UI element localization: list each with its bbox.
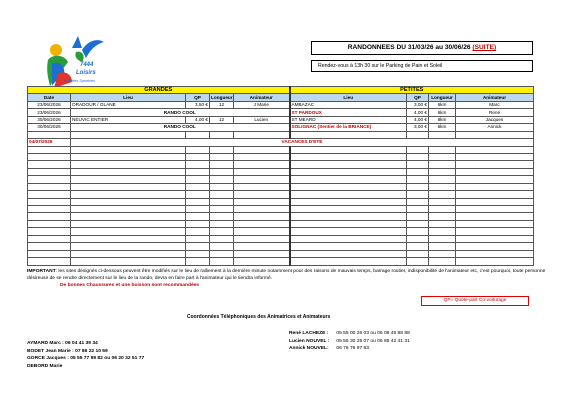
contact-item: GORCE Jacques : 05 55 77 99 82 ou 06 20 32 51 77 — [27, 356, 145, 362]
important-notice — [27, 268, 547, 282]
table-row — [28, 243, 534, 250]
logo-brand: 7444 — [80, 62, 94, 68]
table-row — [28, 109, 534, 116]
col-animateur-petites: Animateur — [456, 94, 534, 101]
cell-qp-petites: 4,00 € — [407, 109, 429, 116]
contacts-left — [27, 340, 144, 370]
table-row — [28, 176, 534, 183]
col-lieu-petites: Lieu — [290, 94, 407, 101]
table-row — [28, 191, 534, 198]
column-header-row — [28, 94, 534, 101]
cell-qp: 3,50 € — [186, 101, 210, 108]
table-row — [28, 124, 534, 131]
cell-date: 23/06/2026 — [28, 101, 71, 108]
table-row — [28, 235, 534, 242]
contact-item: AYMARD Marc : 06 04 41 39 34 — [27, 341, 98, 346]
cell-lieu-petites: ST PARDOUX — [290, 109, 407, 116]
cell-longueur-petites: 6km — [429, 109, 456, 116]
cell-longueur: 12 — [210, 116, 234, 123]
col-lieu: Lieu — [71, 94, 186, 101]
cell-animateur-petites: Marc — [456, 101, 534, 108]
contact-item: DEBORD Marie — [27, 363, 63, 369]
important-label: IMPORTANT — [27, 269, 56, 274]
logo-tagline: Activités Sportives — [64, 79, 96, 83]
cell-lieu-petites: AMBAZAC — [290, 101, 407, 108]
contact-phone: 05 55 30 25 07 ou 06 85 42 41 31 — [336, 338, 410, 344]
contact-name: Annick NOUVEL: — [289, 346, 329, 352]
qp-legend: QP= Quote-part Co-voiturage — [421, 296, 529, 306]
contact-item: BODET Jean Marie : 07 86 22 10 59 — [27, 348, 108, 354]
cell-longueur: 12 — [210, 101, 234, 108]
cell-rando-cool: RANDO COOL — [71, 109, 290, 116]
cell-animateur-petites: Jacques — [456, 116, 534, 123]
group-petites: PETITES — [290, 87, 534, 94]
recommendation: De bonnes Chaussures et une boisson sont recommandées — [60, 283, 200, 288]
col-qp-petites: QP — [407, 94, 429, 101]
contact-item — [289, 345, 410, 353]
table-row — [28, 146, 534, 153]
col-longueur-petites: Longueur — [429, 94, 456, 101]
cell-animateur: J Marie — [234, 101, 290, 108]
cell-animateur: Lucien — [234, 116, 290, 123]
cell-animateur-petites: Annick — [456, 124, 534, 131]
cell-animateur-petites: René — [456, 109, 534, 116]
table-row — [28, 161, 534, 168]
table-row — [28, 116, 534, 123]
important-text: : les sites désignés ci-dessous peuvent être modifiés sur le lieu de ralliement à la dernière minute notamment pour des raisons de mauvais temps, barrage routier, indisponibilité de l'animateur etc, c'est pourquoi, toute personne désireuse de se rendre directement sur le lieu de la rando, devra en faire part à l'animateur qui le tiendra informé. — [27, 269, 546, 282]
table-row — [28, 168, 534, 175]
meeting-point: Rendez-vous à 13h 30 sur le Parking de Pain et Soleil — [311, 60, 533, 72]
table-row — [28, 153, 534, 160]
contact-phone: 06 76 76 97 63 — [336, 346, 369, 352]
cell-lieu-petites: ST MEARD — [290, 116, 407, 123]
schedule-table — [27, 86, 534, 266]
table-row — [28, 250, 534, 257]
cell-date: 30/06/2026 — [28, 116, 71, 123]
contact-phone: 05 55 00 26 03 ou 06 08 45 88 88 — [336, 331, 410, 336]
title-suite: (SUITE) — [472, 44, 497, 51]
cell-qp-petites: 3,00 € — [407, 101, 429, 108]
contact-item — [289, 330, 410, 338]
cell-lieu-petites: SOLIGNAC (Sentier de la BRIANCE) — [290, 124, 407, 131]
cell-qp-petites: 3,00 € — [407, 124, 429, 131]
table-row — [28, 213, 534, 220]
cell-qp: 4,00 € — [186, 116, 210, 123]
group-grandes: GRANDES — [28, 87, 290, 94]
table-row — [28, 101, 534, 108]
page-title — [311, 41, 533, 55]
cell-longueur-petites: 6km — [429, 124, 456, 131]
col-qp: QP — [186, 94, 210, 101]
cell-vacances-date: 04/07/2026 — [28, 139, 71, 146]
cell-lieu: NEUVIC ENTIER — [71, 116, 186, 123]
contacts-right — [289, 330, 410, 353]
table-row — [28, 228, 534, 235]
col-longueur: Longueur — [211, 94, 233, 100]
cell-date: 23/06/2026 — [28, 109, 71, 116]
vacances-row — [28, 139, 534, 146]
col-date: Date — [28, 94, 71, 101]
cell-vacances-label: VACANCES D'ETE — [71, 139, 534, 146]
table-row — [28, 220, 534, 227]
contact-item — [289, 338, 410, 346]
club-logo — [42, 30, 114, 92]
logo-subtext: Loisirs — [76, 70, 96, 76]
contacts-title: Coordonnées Téléphoniques des Animatrices et Animateurs — [187, 314, 331, 320]
table-row — [28, 258, 534, 265]
group-header-row — [28, 87, 534, 94]
table-row — [28, 183, 534, 190]
contact-name: Lucien NOUVEL : — [289, 338, 330, 344]
table-row — [28, 198, 534, 205]
cell-longueur-petites: 8km — [429, 116, 456, 123]
contact-name: René LACHEZE : — [289, 331, 329, 336]
col-animateur: Animateur — [234, 94, 290, 101]
cell-qp-petites: 4,00 € — [407, 116, 429, 123]
table-row — [28, 206, 534, 213]
title-main: RANDONNEES DU 31/03/26 au 30/06/26 — [347, 44, 473, 51]
table-row — [28, 131, 534, 138]
cell-lieu: ORADOUR / GLANE — [71, 101, 186, 108]
cell-longueur-petites: 6km — [429, 101, 456, 108]
cell-date: 30/06/2026 — [28, 124, 71, 131]
cell-rando-cool: RANDO COOL — [71, 124, 290, 131]
